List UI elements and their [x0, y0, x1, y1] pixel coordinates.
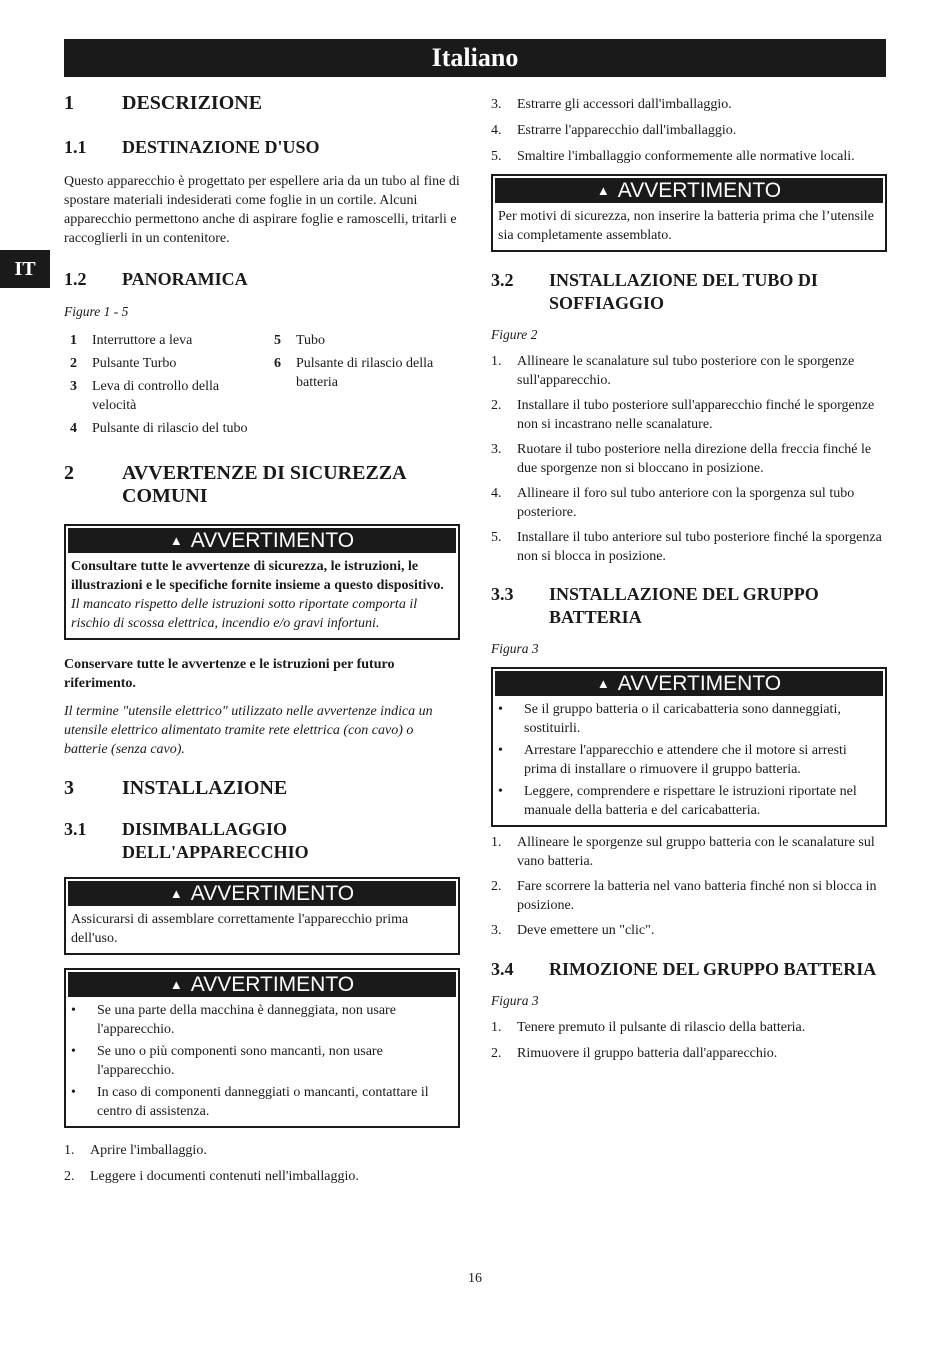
list-item-text: Rimuovere il gruppo batteria dall'apparecchio.: [517, 1046, 778, 1061]
warning-triangle-icon: ▲: [596, 676, 610, 691]
overview-item-number: 1: [70, 333, 77, 348]
overview-item-label: Pulsante Turbo: [92, 356, 177, 371]
page-number: 16: [468, 1271, 482, 1286]
list-item: [491, 95, 887, 114]
unpack-steps-continued: [491, 95, 887, 166]
figure-reference: Figura 3: [491, 641, 539, 656]
list-item-number: 3.: [491, 97, 502, 112]
overview-item-label: Pulsante di rilascio della batteria: [296, 356, 434, 390]
overview-item-label: Tubo: [296, 333, 326, 348]
overview-item-number: 4: [70, 421, 77, 436]
bullet-item: [498, 700, 880, 738]
bullet-item: [498, 782, 880, 820]
bullet-icon: •: [498, 743, 503, 758]
overview-item: [64, 419, 256, 438]
section-heading-2: 2 AVVERTENZE DI SICUREZZA COMUNI: [64, 462, 406, 507]
bullet-item: [71, 1083, 453, 1121]
list-item-text: Allineare le scanalature sul tubo posteriore con le sporgenze sull'apparecchio.: [517, 354, 855, 388]
section-heading-3-1: 3.1 DISIMBALLAGGIO DELL'APPARECCHIO: [64, 819, 309, 862]
list-item-text: Smaltire l'imballaggio conformemente alle normative locali.: [517, 149, 855, 164]
warning-box-battery-insert: ▲ AVVERTIMENTO Per motivi di sicurezza, non inserire la batteria prima che l’utensile sia completamente assemblato.: [491, 174, 887, 252]
list-item-number: 2.: [491, 1046, 502, 1061]
power-tool-term-note: Il termine "utensile elettrico" utilizzato nelle avvertenze indica un utensile elettrico alimentato tramite rete elettrica (con cavo) o batterie (senza cavo).: [64, 704, 433, 757]
list-item-text: Estrarre gli accessori dall'imballaggio.: [517, 97, 732, 112]
list-item: [491, 528, 887, 566]
warning-header: ▲ AVVERTIMENTO: [68, 972, 456, 997]
list-item-number: 2.: [64, 1169, 75, 1184]
list-item-number: 1.: [491, 835, 502, 850]
warning-box-battery: [491, 667, 887, 827]
warning-box-safety: [64, 524, 460, 640]
list-item: [491, 440, 887, 478]
figure-reference: Figure 1 - 5: [64, 304, 129, 319]
warning-bold-text: Consultare tutte le avvertenze di sicurezza, le istruzioni, le illustrazioni e le specifiche fornite insieme a questo dispositivo.: [71, 559, 444, 593]
warning-box-assembly: ▲ AVVERTIMENTO Assicurarsi di assemblare correttamente l'apparecchio prima dell'uso.: [64, 877, 460, 955]
list-item-number: 2.: [491, 879, 502, 894]
right-column: [491, 95, 887, 1063]
bullet-text: In caso di componenti danneggiati o mancanti, contattare il centro di assistenza.: [97, 1085, 429, 1119]
list-item: [491, 877, 887, 915]
list-item-text: Ruotare il tubo posteriore nella direzione della freccia finché le due sporgenze non si bloccano in posizione.: [517, 442, 872, 476]
warning-header: ▲ AVVERTIMENTO: [68, 528, 456, 553]
list-item-text: Leggere i documenti contenuti nell'imballaggio.: [90, 1169, 359, 1184]
section-heading-1-1: 1.1 DESTINAZIONE D'USO: [64, 137, 320, 157]
bullet-text: Se una parte della macchina è danneggiata, non usare l'apparecchio.: [97, 1003, 396, 1037]
left-column: [64, 92, 460, 1186]
list-item-number: 3.: [491, 923, 502, 938]
bullet-icon: •: [71, 1003, 76, 1018]
figure-reference: Figure 2: [491, 327, 538, 342]
list-item: [64, 1141, 460, 1160]
overview-item-label: Leva di controllo della velocità: [92, 379, 220, 413]
list-item: [491, 352, 887, 390]
list-item-number: 4.: [491, 123, 502, 138]
warning-triangle-icon: ▲: [169, 533, 183, 548]
list-item-text: Installare il tubo anteriore sul tubo posteriore finché la sporgenza non si blocca in posizione.: [517, 530, 882, 564]
list-item: [491, 1018, 887, 1037]
bullet-text: Leggere, comprendere e rispettare le istruzioni riportate nel manuale della batteria e del caricabatteria.: [524, 784, 857, 818]
bullet-text: Se il gruppo batteria o il caricabatteria sono danneggiati, sostituirli.: [524, 702, 841, 736]
list-item-number: 1.: [491, 354, 502, 369]
overview-item-label: Interruttore a leva: [92, 333, 193, 348]
section-heading-3-3: 3.3 INSTALLAZIONE DEL GRUPPO BATTERIA: [491, 584, 819, 627]
page-title: Italiano: [64, 39, 886, 77]
bullet-item: [71, 1042, 453, 1080]
list-item: [491, 121, 887, 140]
intended-use-text: Questo apparecchio è progettato per espellere aria da un tubo al fine di spostare materiali indesiderati come foglie in un cortile. Alcuni apparecchio permettono anche di aspirare foglie e ramoscelli, tritarli e raccoglierli in un contenitore.: [64, 174, 460, 246]
warning-box-damaged-parts: [64, 968, 460, 1128]
list-item-number: 3.: [491, 442, 502, 457]
overview-item: [64, 331, 256, 350]
list-item-text: Deve emettere un "clic".: [517, 923, 655, 938]
battery-remove-steps-list: [491, 1018, 887, 1063]
list-item-number: 5.: [491, 530, 502, 545]
list-item: [491, 1044, 887, 1063]
list-item-text: Aprire l'imballaggio.: [90, 1143, 207, 1158]
bullet-icon: •: [71, 1085, 76, 1100]
overview-item: [64, 354, 256, 373]
list-item-number: 1.: [491, 1020, 502, 1035]
blower-tube-steps-list: [491, 352, 887, 566]
list-item: [491, 921, 887, 940]
bullet-icon: •: [498, 702, 503, 717]
overview-item-number: 6: [274, 356, 281, 371]
list-item: [64, 1167, 460, 1186]
list-item-text: Fare scorrere la batteria nel vano batteria finché non si blocca in posizione.: [517, 879, 877, 913]
bullet-icon: •: [498, 784, 503, 799]
list-item-number: 4.: [491, 486, 502, 501]
list-item-text: Allineare il foro sul tubo anteriore con la sporgenza sul tubo posteriore.: [517, 486, 855, 520]
warning-triangle-icon: ▲: [169, 977, 183, 992]
section-heading-1-2: 1.2 PANORAMICA: [64, 269, 248, 289]
overview-item: [268, 354, 460, 392]
section-heading-3-4: 3.4 RIMOZIONE DEL GRUPPO BATTERIA: [491, 959, 877, 979]
list-item-text: Tenere premuto il pulsante di rilascio della batteria.: [517, 1020, 806, 1035]
warning-header: ▲ AVVERTIMENTO: [495, 178, 883, 203]
section-heading-3-2: 3.2 INSTALLAZIONE DEL TUBO DI SOFFIAGGIO: [491, 270, 818, 313]
list-item-text: Installare il tubo posteriore sull'apparecchio finché le sporgenze non si incastrano nelle scanalature.: [517, 398, 875, 432]
bullet-icon: •: [71, 1044, 76, 1059]
list-item-text: Allineare le sporgenze sul gruppo batteria con le scanalature sul vano batteria.: [517, 835, 875, 869]
list-item-number: 1.: [64, 1143, 75, 1158]
list-item: [491, 147, 887, 166]
section-heading-3: 3 INSTALLAZIONE: [64, 777, 288, 799]
bullet-text: Se uno o più componenti sono mancanti, non usare l'apparecchio.: [97, 1044, 383, 1078]
overview-item-label: Pulsante di rilascio del tubo: [92, 421, 248, 436]
list-item-number: 5.: [491, 149, 502, 164]
unpack-steps-list: [64, 1141, 460, 1186]
overview-list: [64, 331, 460, 442]
language-tab: IT: [0, 250, 50, 288]
warning-header: ▲ AVVERTIMENTO: [495, 671, 883, 696]
warning-italic-text: Il mancato rispetto delle istruzioni sotto riportate comporta il rischio di scossa elettrica, incendio e/o gravi infortuni.: [71, 597, 418, 631]
list-item-text: Estrarre l'apparecchio dall'imballaggio.: [517, 123, 737, 138]
warning-triangle-icon: ▲: [169, 886, 183, 901]
warning-triangle-icon: ▲: [596, 183, 610, 198]
list-item-number: 2.: [491, 398, 502, 413]
bullet-item: [71, 1001, 453, 1039]
overview-item: [268, 331, 460, 350]
overview-item-number: 5: [274, 333, 281, 348]
list-item: [491, 833, 887, 871]
bullet-item: [498, 741, 880, 779]
keep-instructions-note: Conservare tutte le avvertenze e le istruzioni per futuro riferimento.: [64, 657, 395, 691]
section-heading-1: 1 DESCRIZIONE: [64, 92, 263, 114]
overview-item-number: 2: [70, 356, 77, 371]
warning-header: ▲ AVVERTIMENTO: [68, 881, 456, 906]
list-item: [491, 396, 887, 434]
battery-install-steps-list: [491, 833, 887, 940]
figure-reference: Figura 3: [491, 993, 539, 1008]
bullet-text: Arrestare l'apparecchio e attendere che il motore si arresti prima di installare o rimuovere il gruppo batteria.: [524, 743, 847, 777]
list-item: [491, 484, 887, 522]
overview-item: [64, 377, 256, 415]
overview-item-number: 3: [70, 379, 77, 394]
